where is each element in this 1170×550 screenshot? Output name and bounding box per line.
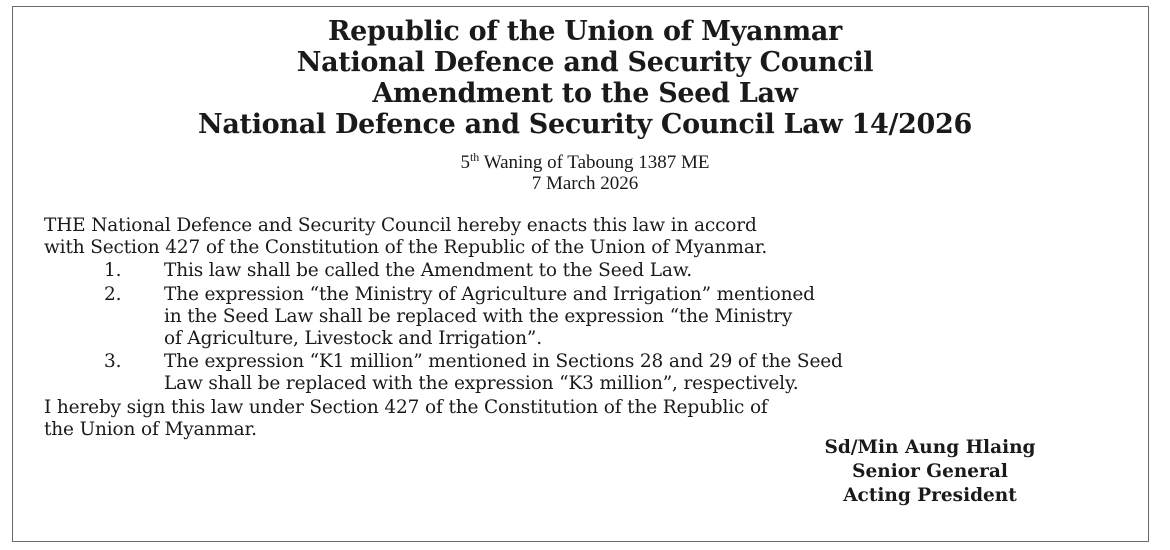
date-rest: Waning of Taboung 1387 ME	[479, 152, 710, 173]
item-1-line-1: This law shall be called the Amendment to the Seed Law.	[164, 260, 692, 281]
item-3-line-2: Law shall be replaced with the expression “K3 million”, respectively.	[164, 373, 799, 394]
heading-council: National Defence and Security Council	[296, 47, 874, 78]
signature-rank: Senior General	[852, 461, 1008, 482]
closing-line-1: I hereby sign this law under Section 427 of the Constitution of the Republic of	[44, 397, 768, 418]
signature-name: Sd/Min Aung Hlaing	[824, 437, 1036, 458]
item-3-number: 3.	[104, 351, 122, 372]
preamble-line-1: THE National Defence and Security Council hereby enacts this law in accord	[44, 215, 757, 236]
date-ordinal-number: 5	[460, 152, 470, 173]
item-2-line-3: of Agriculture, Livestock and Irrigation”.	[164, 328, 542, 349]
closing-line-2: the Union of Myanmar.	[44, 419, 257, 440]
item-2-line-1: The expression “the Ministry of Agriculture and Irrigation” mentioned	[164, 284, 815, 305]
item-2-number: 2.	[104, 284, 122, 305]
heading-country: Republic of the Union of Myanmar	[328, 16, 842, 47]
preamble-line-2: with Section 427 of the Constitution of the Republic of the Union of Myanmar.	[44, 237, 768, 258]
item-3-line-1: The expression “K1 million” mentioned in Sections 28 and 29 of the Seed	[164, 351, 843, 372]
gregorian-date: 7 March 2026	[531, 173, 639, 194]
item-1-number: 1.	[104, 260, 122, 281]
date-ordinal-suffix: th	[469, 150, 480, 164]
item-2-line-2: in the Seed Law shall be replaced with the expression “the Ministry	[164, 306, 793, 327]
heading-law-title: Amendment to the Seed Law	[372, 78, 798, 109]
heading-law-number: National Defence and Security Council Law 14/2026	[197, 109, 973, 140]
signature-title: Acting President	[843, 485, 1017, 506]
